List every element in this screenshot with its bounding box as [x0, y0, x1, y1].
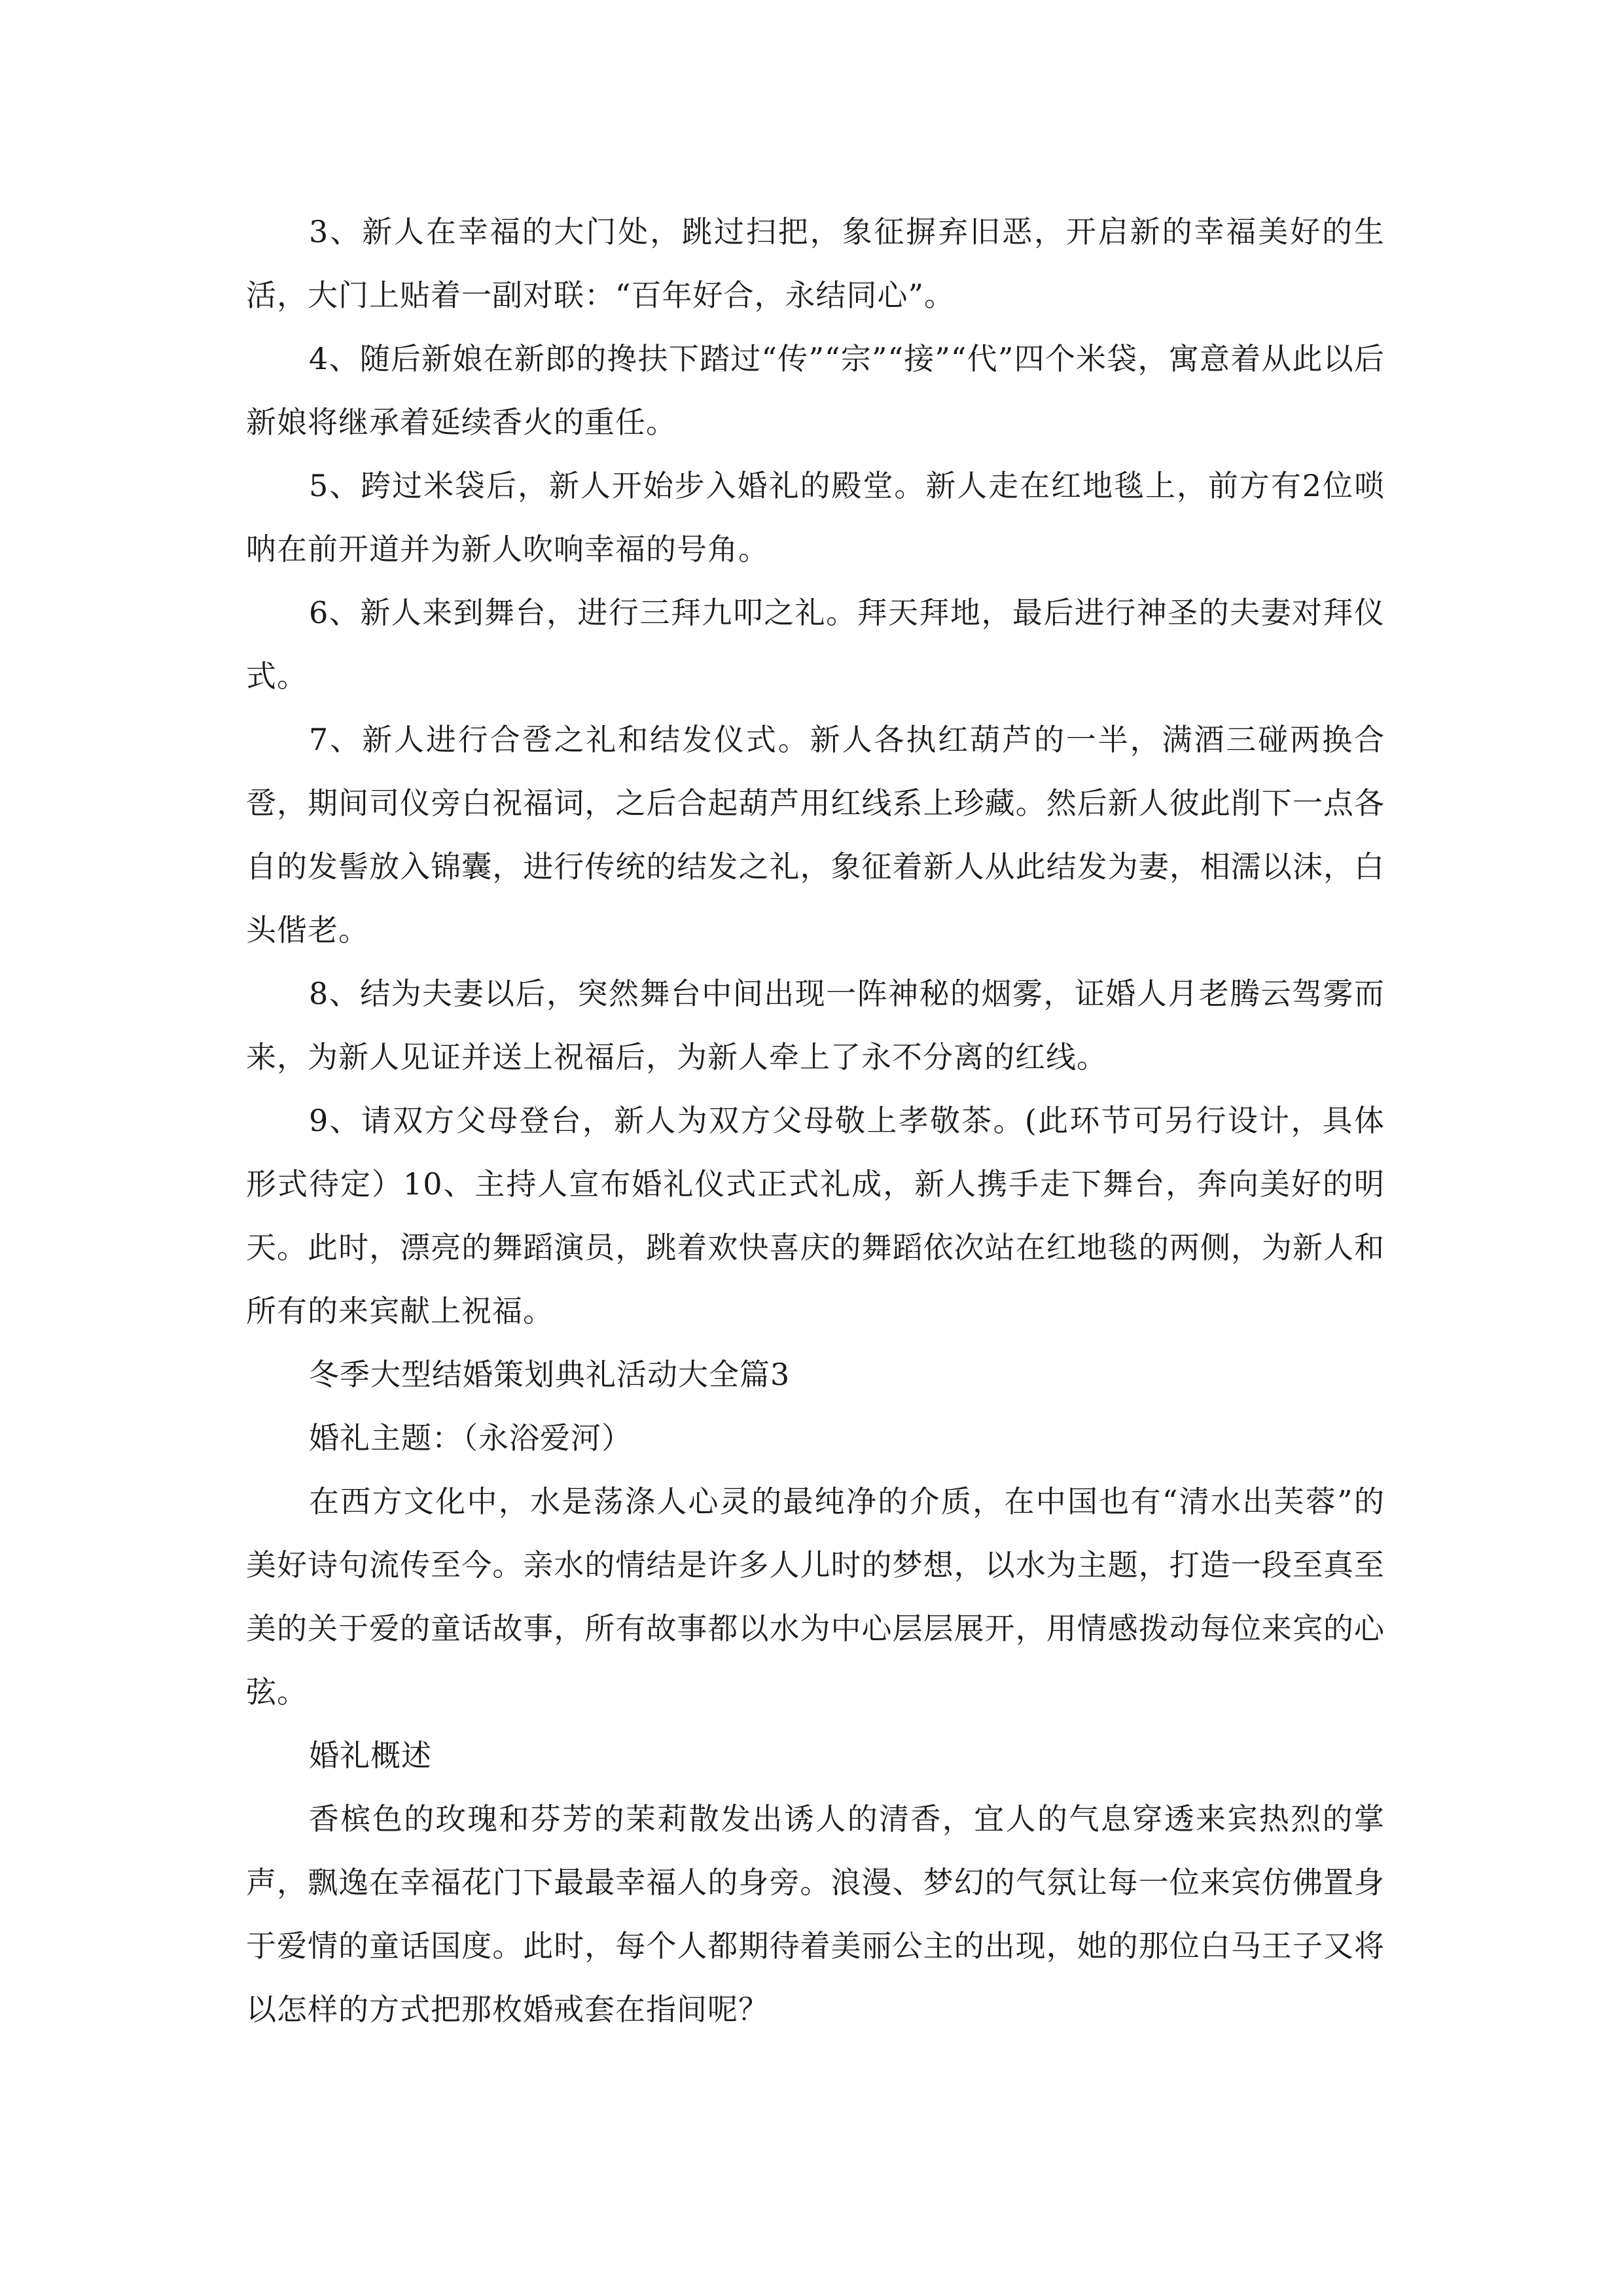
paragraph-step-8: 8、结为夫妻以后，突然舞台中间出现一阵神秘的烟雾，证婚人月老腾云驾雾而来，为新人见证并送上祝福后，为新人牵上了永不分离的红线。: [246, 976, 1385, 1075]
paragraph-step-6: 6、新人来到舞台，进行三拜九叩之礼。拜天拜地，最后进行神圣的夫妻对拜仪式。: [246, 595, 1385, 694]
overview-heading: 婚礼概述: [309, 1738, 432, 1773]
overview-paragraph: 香槟色的玫瑰和芬芳的茉莉散发出诱人的清香，宜人的气息穿透来宾热烈的掌声，飘逸在幸福花门下最最幸福人的身旁。浪漫、梦幻的气氛让每一位来宾仿佛置身于爱情的童话国度。此时，每个人都期待着美丽公主的出现，她的那位白马王子又将以怎样的方式把那枚婚戒套在指间呢？: [246, 1801, 1385, 2027]
document-body: [246, 200, 1385, 2041]
theme-line: 婚礼主题：（永浴爱河）: [309, 1420, 632, 1456]
paragraph-step-5: 5、跨过米袋后，新人开始步入婚礼的殿堂。新人走在红地毯上，前方有2位唢呐在前开道并为新人吹响幸福的号角。: [246, 468, 1385, 567]
theme-paragraph: 在西方文化中，水是荡涤人心灵的最纯净的介质，在中国也有“清水出芙蓉”的美好诗句流传至今。亲水的情结是许多人儿时的梦想，以水为主题，打造一段至真至美的关于爱的童话故事，所有故事都以水为中心层层展开，用情感拨动每位来宾的心弦。: [246, 1484, 1385, 1710]
paragraph-step-7: 7、新人进行合卺之礼和结发仪式。新人各执红葫芦的一半，满酒三碰两换合卺，期间司仪旁白祝福词，之后合起葫芦用红线系上珍藏。然后新人彼此削下一点各自的发髻放入锦囊，进行传统的结发之礼，象征着新人从此结发为妻，相濡以沫，白头偕老。: [246, 722, 1385, 948]
paragraph-step-4: 4、随后新娘在新郎的搀扶下踏过“传”“宗”“接”“代”四个米袋，寓意着从此以后新娘将继承着延续香火的重任。: [246, 341, 1385, 440]
paragraph-step-3: 3、新人在幸福的大门处，跳过扫把，象征摒弃旧恶，开启新的幸福美好的生活，大门上贴着一副对联：“百年好合，永结同心”。: [246, 214, 1385, 313]
section-title: 冬季大型结婚策划典礼活动大全篇3: [309, 1357, 791, 1392]
paragraph-step-9-10: 9、请双方父母登台，新人为双方父母敬上孝敬茶。(此环节可另行设计，具体形式待定）10、主持人宣布婚礼仪式正式礼成，新人携手走下舞台，奔向美好的明天。此时，漂亮的舞蹈演员，跳着欢快喜庆的舞蹈依次站在红地毯的两侧，为新人和所有的来宾献上祝福。: [246, 1103, 1385, 1329]
